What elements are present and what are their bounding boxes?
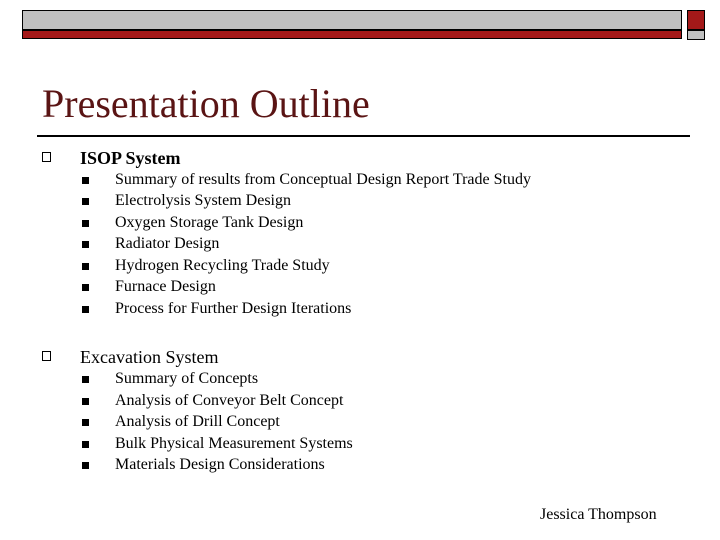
list-item-text: Furnace Design bbox=[115, 278, 216, 295]
hollow-square-bullet-icon bbox=[42, 351, 51, 361]
list-item-text: Oxygen Storage Tank Design bbox=[115, 214, 304, 231]
square-bullet-icon bbox=[82, 177, 89, 184]
list-item-text: Hydrogen Recycling Trade Study bbox=[115, 257, 330, 274]
header-band-red bbox=[22, 30, 682, 39]
list-item-text: Summary of results from Conceptual Design Report Trade Study bbox=[115, 171, 531, 188]
square-bullet-icon bbox=[82, 284, 89, 291]
header-band bbox=[22, 10, 682, 40]
list-item-text: Electrolysis System Design bbox=[115, 192, 291, 209]
list-item-text: Process for Further Design Iterations bbox=[115, 300, 352, 317]
square-bullet-icon bbox=[82, 376, 89, 383]
square-bullet-icon bbox=[82, 398, 89, 405]
square-bullet-icon bbox=[82, 198, 89, 205]
square-bullet-icon bbox=[82, 220, 89, 227]
section-heading: Excavation System bbox=[80, 347, 219, 367]
list-item-text: Analysis of Drill Concept bbox=[115, 413, 280, 430]
corner-block-gray bbox=[687, 30, 705, 40]
list-item-text: Bulk Physical Measurement Systems bbox=[115, 435, 353, 452]
list-item-text: Analysis of Conveyor Belt Concept bbox=[115, 392, 344, 409]
corner-block-red bbox=[687, 10, 705, 30]
hollow-square-bullet-icon bbox=[42, 152, 51, 162]
list-item-text: Materials Design Considerations bbox=[115, 456, 325, 473]
square-bullet-icon bbox=[82, 419, 89, 426]
title-divider bbox=[37, 135, 690, 137]
section-heading: ISOP System bbox=[80, 148, 181, 168]
square-bullet-icon bbox=[82, 263, 89, 270]
square-bullet-icon bbox=[82, 306, 89, 313]
list-item-text: Summary of Concepts bbox=[115, 370, 259, 387]
square-bullet-icon bbox=[82, 441, 89, 448]
square-bullet-icon bbox=[82, 241, 89, 248]
header-band-gray bbox=[22, 10, 682, 30]
author-name: Jessica Thompson bbox=[540, 506, 657, 523]
slide-title: Presentation Outline bbox=[42, 81, 370, 126]
list-item-text: Radiator Design bbox=[115, 235, 220, 252]
square-bullet-icon bbox=[82, 462, 89, 469]
